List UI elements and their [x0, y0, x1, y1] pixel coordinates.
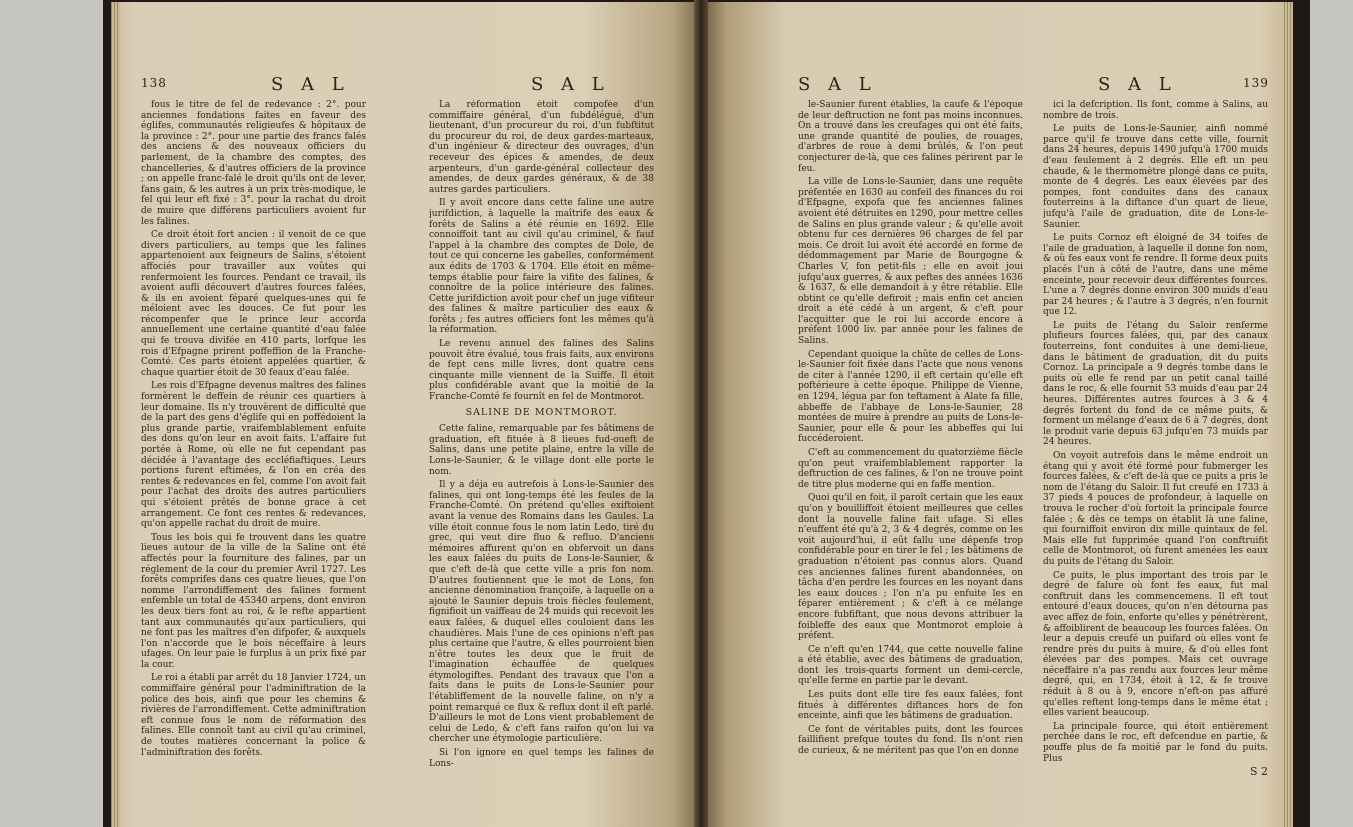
paragraph: Cette faline, remarquable par fes bâtimens de graduation, eft fituée à 8 lieues fud-oueft de Salins, dans une petite plaine, entre la ville de Lons-le-Saunier, & le village dont elle porte le nom.: [429, 424, 654, 477]
paragraph: Le puits Cornoz eft éloigné de 34 toifes de l'aile de graduation, à laquelle il donne fon nom, & où fes eaux vont fe rendre. Il forme deux puits placés l'un à côté de l'autre, dans une même enceinte, pour recevoir deux différentes fources. L'une a 7 degrés donne environ 300 muids d'eau par 24 heures ; & l'autre à 3 degrés, n'en fournit que 12.: [1043, 233, 1268, 318]
paragraph: Il y avoit encore dans cette faline une autre jurifdiction, à laquelle la maîtrife des eaux & forêts de Salins a été réunie en 1692. Elle connoiffoit tant au civil qu'au criminel, & fauf l'appel à la chambre des comptes de Dole, de tout ce qui concerne les gabelles, conformément aux édits de 1703 & 1704. Elle étoit en même-temps établie pour faire la vifite des falines, & connoître de la police intérieure des falines. Cette jurifdiction avoit pour chef un juge vifiteur des falines & maître particulier des eaux & forêts ; fes autres officiers font les mêmes qu'à la réformation.: [429, 198, 654, 336]
paragraph: C'eft au commencement du quatorzième fiècle qu'on peut vraifemblablement rapporter la deftruction de ces falines, & l'on ne trouve point de titre plus moderne qui en faffe mention.: [798, 448, 1023, 490]
running-head: S A L: [798, 74, 877, 95]
paragraph: Ce puits, le plus important des trois par le degré de falure où font fes eaux, fut mal conftruit dans les commencemens. Il eft tout entouré d'eaux douces, qu'on n'en détourna pas avec affez de foin, enforte qu'elles y pénétrèrent, & affoiblirent de beaucoup les fources falées. On leur a depuis creufé un puifard où elles vont fe rendre près du puits à muire, & d'où elles font élevées par des pompes. Mais cet ouvrage néceffaire n'a pas rendu aux fources leur même degré, qui, en 1734, étoit à 12, & fe trouve réduit à 8 ou à 9, encore n'eft-on pas affuré qu'elles reftent long-temps dans le même état ; elles varient beaucoup.: [1043, 570, 1268, 719]
page-number: 139: [1243, 76, 1269, 90]
left-page-edge: [111, 2, 120, 827]
text-column: [798, 100, 1023, 818]
paragraph: Les rois d'Efpagne devenus maîtres des falines formèrent le deffein de réunir ces quartiers à leur domaine. Ils n'y trouvèrent de difficulté que de la part des gens d'églife qui en poffédoient la plus grande partie, vraifemblablement enfuite des dons qu'on leur en avoit faits. L'affaire fut portée à Rome, où elle ne fut cependant pas décidée à l'avantage des eccléfiaftiques. Leurs portions furent eftimées, & l'on en créa des rentes & redevances en fel, comme l'on avoit fait pour l'achat des droits des autres particuliers qui s'étoient prêtés de bonne grace à cet arrangement. Ce font ces rentes & redevances, qu'on appelle rachat du droit de muire.: [141, 381, 366, 530]
paragraph: Cependant quoique la chûte de celles de Lons-le-Saunier foit fixée dans l'acte que nous venons de citer à l'année 1290, il eft certain qu'elle eft poftérieure à cette époque. Philippe de Vienne, en 1294, légua par fon teftament à Alate fa fille, abbeffe de l'abbaye de Lons-le-Saunier, 28 montées de muire à prendre au puits de Lons-le-Saunier, pour elle & pour les abbeffes qui lui fuccéderoient.: [798, 349, 1023, 445]
paragraph: La ville de Lons-le-Saunier, dans une requête préfentée en 1630 au confeil des finances du roi d'Efpagne, expofa que fes anciennes falines avoient été détruites en 1290, pour mettre celles de Salins en plus grande valeur ; & qu'elle avoit obtenu fur ces dernières 96 charges de fel par mois. Ce droit lui avoit été accordé en forme de dédommagement par Marie de Bourgogne & Charles V, fon petit-fils ; elle en avoit joui jufqu'aux guerres, & aux peftes des années 1636 & 1637, & elle demandoit à y être rétablie. Elle obtint ce qu'elle defiroit ; mais enfin cet ancien droit a été cédé à un argent, & c'eft pour l'acquitter que le roi lui accorde encore à préfent 1000 liv. par année pour les falines de Salins.: [798, 177, 1023, 347]
right-page-header: [703, 74, 1293, 98]
paragraph: Si l'on ignore en quel temps les falines de Lons-: [429, 748, 654, 769]
paragraph: Le puits de Lons-le-Saunier, ainfi nommé parce qu'il fe trouve dans cette ville, fournit dans 24 heures, depuis 1490 jufqu'à 1700 muids d'eau feulement à 2 degrés. Elle eft un peu chaude, & le thermomètre plongé dans ce puits, monte de 4 degrés. Les eaux élevées par des pompes, font conduites dans des canaux fouterreins à la diftance d'un quart de lieue, jufqu'à l'aile de graduation, dite de Lons-le-Saunier.: [1043, 124, 1268, 230]
paragraph: fous le titre de fel de redevance : 2°. pour anciennes fondations faites en faveur des églifes, communautés religieufes & hôpitaux de la province : 2°. pour une partie des francs falés des anciens & des nouveaux officiers du parlement, de la chambre des comptes, des chancelleries, & d'autres officiers de la province ; on appelle franc-falé le droit qu'ils ont de lever, fans gain, & les autres à un prix très-modique, le fel qui leur eft fixé : 3°. pour la rachat du droit de muire que différens particuliers avoient fur les falines.: [141, 100, 366, 227]
paragraph: Ce n'eft qu'en 1744, que cette nouvelle faline a été établie, avec des bâtimens de graduation, dont les trois-quarts forment un demi-cercle, qu'elle ferme en partie par le devant.: [798, 644, 1023, 687]
paragraph: Ce droit étoit fort ancien : il venoit de ce que divers particuliers, au temps que les falines appartenoient aux feigneurs de Salins, s'étoient affociés pour travailler aux voûtes qui renfermoient les fources. Pendant ce travail, ils avoient aufli découvert d'autres fources falées, & ils en avoient féparé quelques-unes qui fe méloient avec les douces. Ce fut pour les récompenfer que le prince leur accorda annuellement une certaine quantité d'eau falée qui fe trouva divifée en 410 parts, lorfque les rois d'Efpagne prirent poffeffion de la Franche-Comté. Ces parts étoient appelées quartier, & chaque quartier étoit de 30 feaux d'eau falée.: [141, 230, 366, 378]
paragraph: La réformation étoit compofée d'un commiffaire général, d'un fubdélégué, d'un lieutenant, d'un procureur du roi, d'un fubftitut du procureur du roi, de deux gardes-marteaux, d'un ingénieur & directeur des ouvrages, d'un receveur des épices & amendes, de deux arpenteurs, d'un garde-général collecteur des amendes, de deux gardes généraux, & de 38 autres gardes particuliers.: [429, 100, 654, 195]
text-column: [429, 100, 654, 818]
right-page-edge: [1284, 2, 1293, 827]
text-column: [141, 100, 366, 818]
section-heading: SALINE DE MONTMOROT.: [465, 406, 618, 418]
right-page: [703, 2, 1293, 827]
left-page-header: [111, 74, 701, 98]
left-page: [111, 2, 701, 827]
paragraph: Le puits de l'étang du Saloir renferme plufieurs fources falées, qui, par des canaux fouterreins, font conduites à une demi-lieue, dans le bâtiment de graduation, dit du puits Cornoz. La principale a 9 degrés tombe dans le puits où elle fe rend par un petit canal taillé dans le roc, & elle fournit 53 muids d'eau par 24 heures. Différentes autres fources à 3 & 4 degrés fortent du fond de ce même puits, & forment un mélange d'eaux de 6 à 7 degrés, dont le produit varie depuis 63 jufqu'en 73 muids par 24 heures.: [1043, 320, 1268, 448]
running-head: S A L: [1098, 74, 1177, 95]
paragraph: Les puits dont elle tire fes eaux falées, font fitués à différentes diftances hors de fon enceinte, ainfi que les bâtimens de graduation.: [798, 690, 1023, 722]
page-number: 138: [141, 76, 167, 90]
paragraph: Le revenu annuel des falines des Salins pouvoit être évalué, tous frais faits, aux environs de fept cens mille livres, dont quatre cens cinquante mille viennent de la Suiffe. Il étoit plus confidérable avant que la moitié de la Franche-Comté fe fournît en fel de Montmorot.: [429, 339, 654, 403]
book-spine: [694, 0, 708, 827]
paragraph: Tous les bois qui fe trouvent dans les quatre lieues autour de la ville de la Saline ont été affectés pour la fourniture des falines, par un réglement de la cour du premier Avril 1727. Les forêts comprifes dans ces quatre lieues, que l'on nomme l'arrondiffement des falines forment enfemble un total de 45340 arpens, dont environ les deux tiers font au roi, & le refte appartient tant aux communautés qu'aux particuliers, qui ne font pas les maîtres d'en difpofer, & auxquels l'on n'accorde que le bois néceffaire à leurs ufages. On leur paie le furplus à un prix fixé par la cour.: [141, 532, 366, 670]
paragraph: Ce font de véritables puits, dont les fources faillifient prefque toutes du fond. Ils n'ont rien de curieux, & ne méritent pas que l'on en donne: [798, 724, 1023, 757]
paragraph: La principale fource, qui étoit entièrement perchée dans le roc, eft defcendue en partie, & pouffe plus de fa moitié par le fond du puits. Plus: [1043, 721, 1268, 764]
paragraph: On voyoit autrefois dans le même endroit un étang qui y avoit été formé pour fubmerger les fources falées, & c'eft de-là que ce puits a pris le nom de l'étang du Saloir. Il fut creufé en 1733 à 37 pieds 4 pouces de profondeur, à laquelle on trouva le rocher d'où fortoit la principale fource falée ; & dès ce temps on établit là une faline, qui fourniffoit environ dix mille quintaux de fel. Mais elle fut fupprimée quand l'on conftruifit celle de Montmorot, où furent amenées les eaux du puits de l'étang du Saloir.: [1043, 451, 1268, 567]
paragraph: Le roi a établi par arrêt du 18 Janvier 1724, un commiffaire général pour l'adminiftration de la police des bois, ainfi que pour les chemins & rivières de l'arrondiffement. Cette adminiftration eft connue fous le nom de réformation des falines. Elle connoît tant au civil qu'au criminel, de toutes matières concernant la police & l'adminiftration des forêts.: [141, 673, 366, 758]
paragraph: Quoi qu'il en foit, il paroît certain que les eaux qu'on y bouilliffoit étoient meilleures que celles dont la nouvelle faline fait ufage. Si elles n'euffent été qu'à 2, 3 & 4 degrés, comme on les voit aujourd'hui, il eût fallu une dépenfe trop confidérable pour en tirer le fel ; les bâtimens de graduation n'étoient pas connus alors. Quand ces anciennes falines furent abandonnées, on tâcha d'en perdre les fources en les noyant dans les eaux douces ; l'on n'a pu enfuite les en féparer entièrement ; & c'eft à ce mélange encore fubfiftant, que nous devons attribuer la foibleffe des eaux que Montmorot emploie à préfent.: [798, 493, 1023, 642]
text-column: [1043, 100, 1268, 818]
running-head: S A L: [271, 74, 350, 95]
running-head: S A L: [531, 74, 610, 95]
signature-mark: S 2: [1249, 765, 1268, 779]
paragraph: Il y a déja eu autrefois à Lons-le-Saunier des falines, qui ont long-temps été les feules de la Franche-Comté. On prétend qu'elles exiftoient avant la venue des Romains dans les Gaules. La ville étoit connue fous le nom latin Ledo, tiré du grec, qui veut dire fluo & refluo. D'anciens mémoires affurent qu'on en obfervoit un dans les eaux falées du puits de Lons-le-Saunier, & que c'eft de-là que cette ville a pris fon nom. D'autres foutiennent que le mot de Lons, fon ancienne dénomination françoife, à laquelle on a ajouté le Saunier depuis trois fiècles feulement, fignifioit un vaiffeau de 24 muids qui recevoit les eaux falées, & duquel elles couloient dans les chaudières. Mais l'une de ces opinions n'eft pas plus certaine que l'autre, & elles pourroient bien n'être toutes les deux que le fruit de l'imagination échauffée de quelques étymologiftes. Pendant des travaux que l'on a faits dans le puits de Lons-le-Saunier pour l'établiffement de la nouvelle faline, on n'y a point remarqué ce flux & reflux dont il eft parlé. D'ailleurs le mot de Lons vient probablement de celui de Ledo, & c'eft fans raifon qu'on lui va chercher une étymologie particulière.: [429, 480, 654, 745]
paragraph: le-Saunier furent établies, la caufe & l'époque de leur deftruction ne font pas moins inconnues. On a trouvé dans les creufages qui ont été faits, une grande quantité de poulies, de rouages, d'arbres de roue à demi brûlés, & l'on peut conjecturer de-là, que ces falines périrent par le feu.: [798, 100, 1023, 174]
paragraph: ici la defcription. Ils font, comme à Salins, au nombre de trois.: [1043, 100, 1268, 121]
open-book: [103, 0, 1310, 827]
